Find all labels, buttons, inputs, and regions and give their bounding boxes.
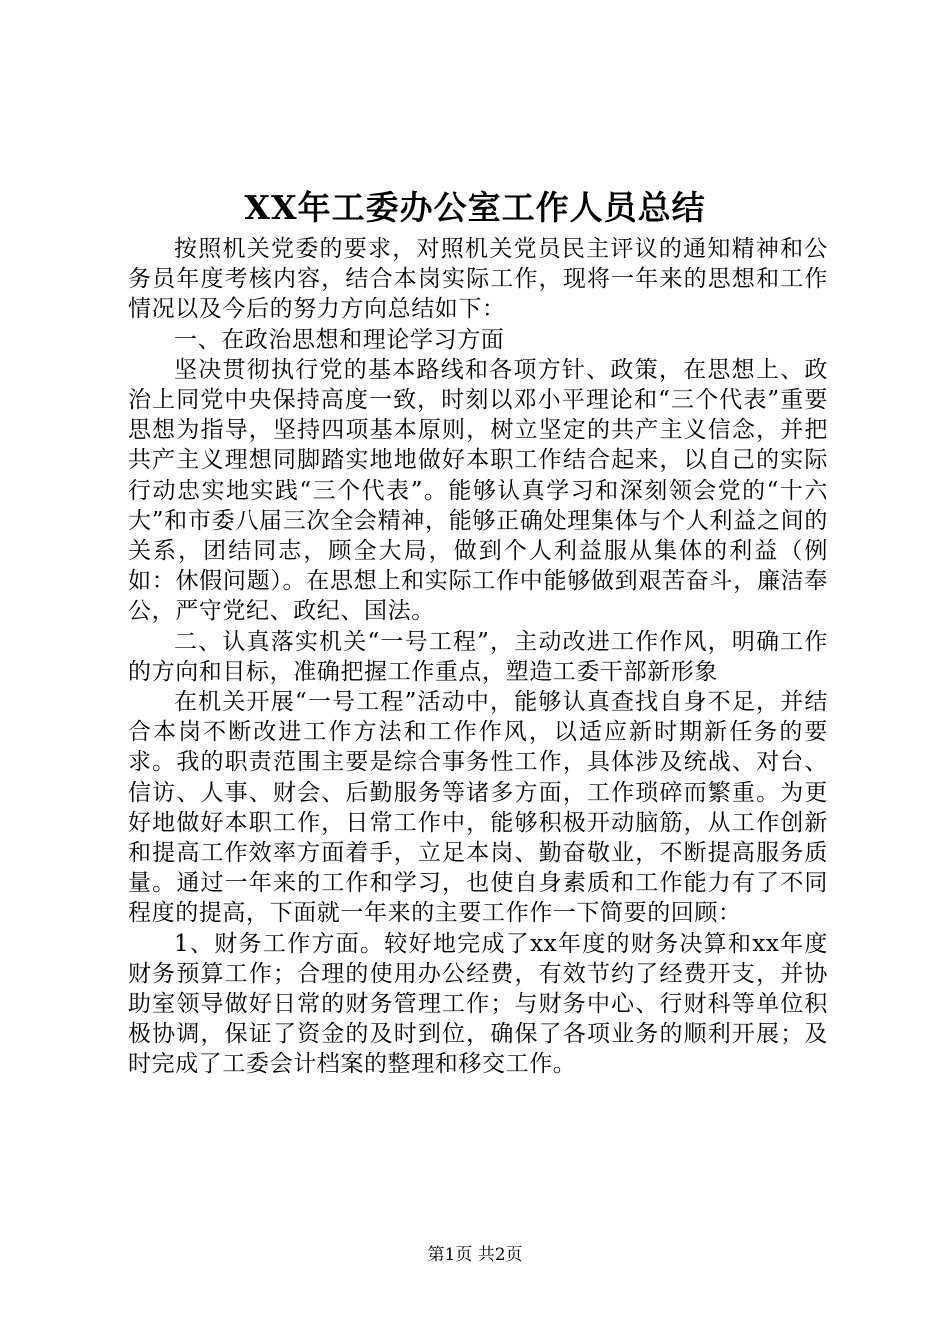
document-body bbox=[128, 234, 828, 1080]
finance-work-paragraph: 1、财务工作方面。较好地完成了xx年度的财务决算和xx年度财务预算工作；合理的使用办公经费，有效节约了经费开支，并协助室领导做好日常的财务管理工作；与财务中心、行财科等单位积极协调，保证了资金的及时到位，确保了各项业务的顺利开展；及时完成了工委会计档案的整理和移交工作。 bbox=[128, 930, 828, 1078]
page-footer: 第1页 共2页 bbox=[427, 1245, 523, 1265]
section-paragraph-2: 在机关开展“一号工程”活动中，能够认真查找自身不足，并结合本岗不断改进工作方法和工作作风，以适应新时期新任务的要求。我的职责范围主要是综合事务性工作，具体涉及统战、对台、信访、人事、财会、后勤服务等诸多方面，工作琐碎而繁重。为更好地做好本职工作，日常工作中，能够积极开动脑筋，从工作创新和提高工作效率方面着手，立足本岗、勤奋敬业，不断提高服务质量。通过一年来的工作和学习，也使自身素质和工作能力有了不同程度的提高，下面就一年来的主要工作作一下简要的回顾： bbox=[128, 689, 828, 927]
document-title: XX年工委办公室工作人员总结 bbox=[244, 188, 706, 227]
section-heading-1: 一、在政治思想和理论学习方面 bbox=[174, 326, 505, 353]
intro-paragraph: 按照机关党委的要求，对照机关党员民主评议的通知精神和公务员年度考核内容，结合本岗实际工作，现将一年来的思想和工作情况以及今后的努力方向总结如下： bbox=[128, 236, 828, 323]
section-heading-2: 二、认真落实机关“一号工程”，主动改进工作作风，明确工作的方向和目标，准确把握工作重点，塑造工委干部新形象 bbox=[128, 628, 828, 685]
section-paragraph-1: 坚决贯彻执行党的基本路线和各项方针、政策，在思想上、政治上同党中央保持高度一致，时刻以邓小平理论和“三个代表”重要思想为指导，坚持四项基本原则，树立坚定的共产主义信念，并把共产主义理想同脚踏实地地做好本职工作结合起来，以自己的实际行动忠实地实践“三个代表”。能够认真学习和深刻领会党的“十六大”和市委八届三次全会精神，能够正确处理集体与个人利益之间的关系，团结同志，顾全大局，做到个人利益服从集体的利益（例如：休假问题）。在思想上和实际工作中能够做到艰苦奋斗，廉洁奉公，严守党纪、政纪、国法。 bbox=[128, 356, 828, 625]
